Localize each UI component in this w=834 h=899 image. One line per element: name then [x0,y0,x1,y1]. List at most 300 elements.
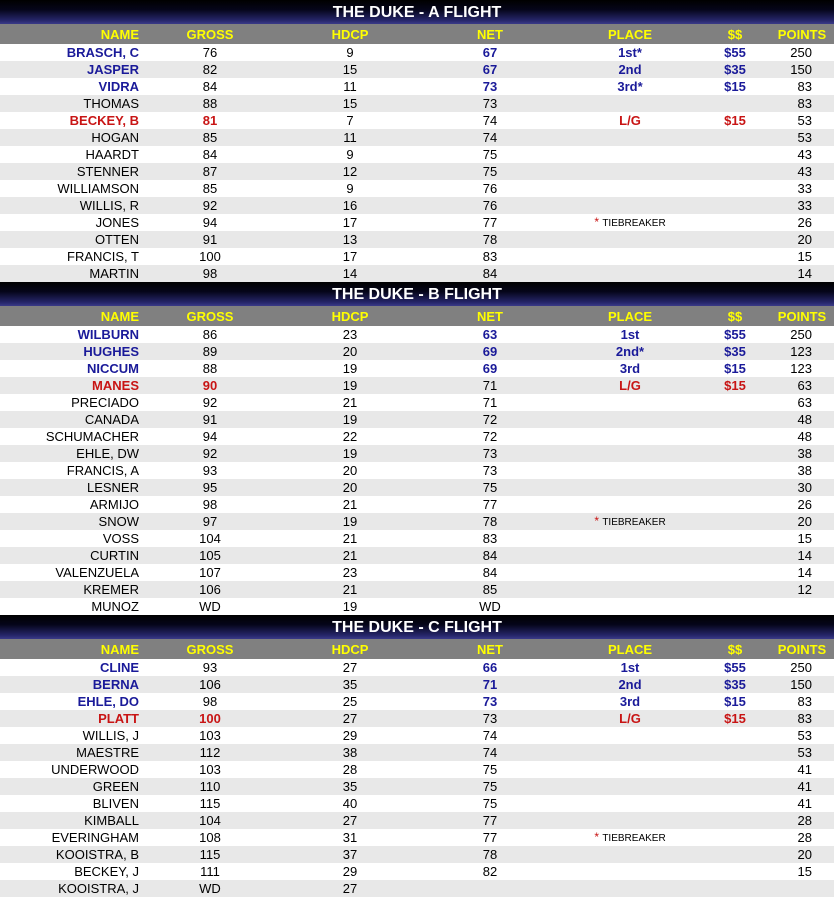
cell-net: 74 [482,745,498,760]
cell-net: 83 [482,249,498,264]
cell-name: KIMBALL [84,813,139,828]
cell-points: 250 [790,327,812,342]
cell-place [560,248,700,265]
cell-money [700,778,770,795]
cell-points [770,598,834,615]
cell-points: 33 [797,181,812,196]
cell-hdcp: 21 [342,582,358,597]
cell-net: 71 [482,677,498,692]
cell-net: 74 [482,113,498,128]
cell-net: 75 [482,779,498,794]
cell-hdcp: 27 [342,881,358,896]
cell-gross: 90 [202,378,218,393]
cell-gross: 76 [202,45,218,60]
cell-net: 74 [482,130,498,145]
table-row [0,829,834,846]
cell-name: FRANCIS, T [67,249,139,264]
table-row [0,795,834,812]
cell-place [560,744,700,761]
cell-gross: 111 [200,864,220,879]
cell-net: 77 [482,830,498,845]
cell-points: 83 [797,694,812,709]
cell-points: 26 [797,215,812,230]
cell-hdcp: 29 [342,864,358,879]
cell-money: $15 [724,79,746,94]
cell-points: 83 [797,711,812,726]
cell-net [420,880,560,897]
cell-points: 123 [790,344,812,359]
tiebreaker-note: TIEBREAKER [602,218,666,229]
table-row [0,360,834,377]
cell-place [560,95,700,112]
cell-gross: 104 [199,531,221,546]
cell-hdcp: 40 [342,796,358,811]
cell-place [560,598,700,615]
cell-name: WILLIS, J [82,728,139,743]
cell-gross: 84 [202,79,218,94]
table-row [0,513,834,530]
table-row [0,248,834,265]
cell-net: 75 [482,480,498,495]
column-header-net: NET [477,642,503,657]
cell-place [560,479,700,496]
cell-net: 73 [482,694,498,709]
cell-money [700,214,770,232]
table-row [0,411,834,428]
cell-place [560,462,700,479]
cell-gross: 86 [202,327,218,342]
cell-place [560,880,700,897]
cell-money: $55 [724,327,746,342]
table-row [0,761,834,778]
cell-place [560,445,700,462]
cell-name: PRECIADO [71,395,139,410]
cell-points: 43 [797,147,812,162]
cell-place: L/G [619,378,641,393]
cell-points: 53 [797,728,812,743]
cell-points: 150 [790,62,812,77]
cell-hdcp: 19 [342,599,358,614]
cell-gross: 115 [199,796,221,811]
cell-hdcp: 9 [346,181,354,196]
table-row [0,727,834,744]
cell-place: 1st* [618,45,642,60]
column-header-money: $$ [727,309,743,324]
flight-title: THE DUKE - C FLIGHT [0,615,834,639]
cell-money: $15 [724,711,746,726]
cell-money [700,445,770,462]
cell-place: 2nd [618,677,642,692]
cell-money [700,163,770,180]
cell-gross: 87 [202,164,218,179]
column-header-net: NET [477,27,503,42]
cell-hdcp: 31 [342,830,358,845]
table-row [0,581,834,598]
cell-gross: 100 [199,249,221,264]
cell-net: 73 [482,463,498,478]
cell-name: JONES [95,215,139,230]
cell-gross: 107 [199,565,221,580]
cell-place [560,197,700,214]
cell-net: 76 [482,198,498,213]
column-header-net: NET [477,309,503,324]
cell-net: 72 [482,429,498,444]
column-header-place: PLACE [607,642,653,657]
flight-section [0,282,834,615]
cell-money [700,129,770,146]
cell-money [700,812,770,829]
cell-place [560,146,700,163]
cell-points: 20 [797,232,812,247]
cell-name: WILLIS, R [79,198,139,213]
cell-name: WILLIAMSON [57,181,139,196]
cell-gross: 81 [202,113,218,128]
table-row [0,863,834,880]
cell-gross: 104 [199,813,221,828]
table-row [0,78,834,95]
cell-name: BECKEY, J [74,864,139,879]
cell-net: 63 [482,327,498,342]
column-header-row [0,24,834,44]
cell-name: OTTEN [94,232,139,247]
cell-name: CLINE [100,660,139,675]
column-header-gross: GROSS [186,309,234,324]
cell-hdcp: 20 [342,463,358,478]
cell-hdcp: 25 [342,694,358,709]
table-row [0,530,834,547]
flight-section [0,0,834,282]
results-table [0,326,834,615]
cell-points: 63 [797,378,812,393]
cell-name: MAESTRE [76,745,139,760]
cell-name: CURTIN [90,548,139,563]
cell-hdcp: 21 [342,548,358,563]
cell-money [700,581,770,598]
cell-gross: 108 [199,830,221,845]
cell-money [700,479,770,496]
table-row [0,394,834,411]
cell-money: $15 [724,113,746,128]
cell-gross: 94 [202,215,218,230]
cell-points: 38 [797,463,812,478]
cell-place [560,163,700,180]
cell-net: 74 [482,728,498,743]
cell-gross: 115 [199,847,221,862]
cell-net: 76 [482,181,498,196]
cell-place: 2nd* [615,344,645,359]
cell-place: L/G [619,711,641,726]
cell-place [560,564,700,581]
cell-points: 53 [797,130,812,145]
table-row [0,214,834,231]
cell-net: 73 [482,446,498,461]
cell-net: 84 [482,565,498,580]
cell-hdcp: 23 [342,327,358,342]
cell-money: $15 [724,361,746,376]
cell-place [560,812,700,829]
cell-points: 41 [797,796,812,811]
cell-net: 73 [482,711,498,726]
cell-money [700,598,770,615]
table-row [0,265,834,282]
table-row [0,146,834,163]
cell-points: 41 [797,762,812,777]
cell-net: 72 [482,412,498,427]
flight-title: THE DUKE - B FLIGHT [0,282,834,306]
table-row [0,462,834,479]
cell-name: EHLE, DW [76,446,139,461]
cell-place: 1st [620,327,640,342]
table-row [0,377,834,394]
cell-money [700,829,770,847]
cell-points: 26 [797,497,812,512]
cell-name: PLATT [98,711,139,726]
cell-hdcp: 17 [342,249,358,264]
cell-place [560,829,700,847]
cell-name: EHLE, DO [77,694,139,709]
cell-points: 250 [790,45,812,60]
table-row [0,564,834,581]
cell-hdcp: 7 [346,113,354,128]
cell-place [560,496,700,513]
column-header-name: NAME [100,642,139,657]
cell-hdcp: 20 [342,480,358,495]
cell-gross: 98 [202,694,218,709]
cell-money: $55 [724,660,746,675]
table-row [0,343,834,360]
cell-money [700,231,770,248]
cell-gross: 105 [199,548,221,563]
cell-money [700,265,770,282]
cell-place [560,581,700,598]
cell-points: 38 [797,446,812,461]
column-header-hdcp: HDCP [331,642,369,657]
cell-net: 78 [482,232,498,247]
table-row [0,880,834,897]
cell-money [700,530,770,547]
cell-money [700,146,770,163]
cell-net: 73 [482,96,498,111]
results-table [0,659,834,897]
cell-hdcp: 11 [343,79,357,94]
cell-place: 3rd [619,694,641,709]
table-row [0,231,834,248]
cell-money [700,496,770,513]
cell-points: 14 [797,548,812,563]
cell-gross: 103 [199,762,221,777]
cell-gross: 94 [202,429,218,444]
cell-gross: 103 [199,728,221,743]
cell-place [560,394,700,411]
cell-points: 150 [790,677,812,692]
table-row [0,61,834,78]
cell-net: 82 [482,864,498,879]
table-row [0,326,834,343]
cell-name: BRASCH, C [66,45,139,60]
cell-gross: 92 [202,446,218,461]
cell-gross: 106 [199,677,221,692]
cell-net: 84 [482,266,498,281]
cell-name: BLIVEN [92,796,139,811]
cell-money: $15 [724,694,746,709]
cell-money: $35 [724,344,746,359]
cell-gross: 93 [202,660,218,675]
cell-hdcp: 27 [342,660,358,675]
cell-name: HAARDT [85,147,139,162]
cell-place [560,846,700,863]
cell-points: 28 [797,830,812,845]
cell-net: 77 [482,813,498,828]
table-row [0,95,834,112]
table-row [0,744,834,761]
column-header-gross: GROSS [186,27,234,42]
cell-net: 83 [482,531,498,546]
cell-money [700,95,770,112]
cell-gross: 98 [202,497,218,512]
cell-place [560,761,700,778]
cell-hdcp: 27 [342,711,358,726]
cell-hdcp: 12 [342,164,358,179]
cell-hdcp: 16 [342,198,358,213]
table-row [0,812,834,829]
cell-place: 3rd [619,361,641,376]
cell-points: 15 [797,864,812,879]
cell-hdcp: 23 [342,565,358,580]
cell-net: 85 [482,582,498,597]
cell-hdcp: 35 [342,677,358,692]
cell-place [560,513,700,531]
table-row [0,710,834,727]
cell-net: 77 [482,215,498,230]
cell-points: 30 [797,480,812,495]
column-header-points: POINTS [777,642,827,657]
results-table [0,44,834,282]
cell-points: 48 [797,429,812,444]
cell-hdcp: 27 [342,813,358,828]
cell-hdcp: 19 [342,378,358,393]
cell-points: 28 [797,813,812,828]
cell-money [700,428,770,445]
table-row [0,846,834,863]
cell-gross: 98 [202,266,218,281]
tiebreaker-note: TIEBREAKER [602,833,666,844]
cell-money [700,411,770,428]
cell-points: 14 [797,565,812,580]
cell-name: EVERINGHAM [51,830,139,845]
cell-hdcp: 11 [343,130,357,145]
cell-hdcp: 15 [342,96,358,111]
table-row [0,129,834,146]
table-row [0,112,834,129]
cell-place [560,727,700,744]
cell-gross: WD [199,599,221,614]
cell-net: 78 [482,847,498,862]
cell-hdcp: 37 [342,847,358,862]
cell-hdcp: 22 [342,429,358,444]
cell-money [700,846,770,863]
table-row [0,659,834,676]
cell-place [560,428,700,445]
cell-money [700,744,770,761]
flight-section [0,615,834,897]
table-row [0,547,834,564]
cell-gross: 92 [202,395,218,410]
cell-points: 83 [797,79,812,94]
table-row [0,496,834,513]
cell-name: SNOW [98,514,139,529]
cell-hdcp: 21 [342,497,358,512]
cell-name: BECKEY, B [69,113,139,128]
cell-money [700,248,770,265]
table-row [0,44,834,61]
cell-gross: 100 [199,711,221,726]
cell-net: WD [479,599,501,614]
cell-gross: 93 [202,463,218,478]
cell-points: 20 [797,847,812,862]
cell-net: 66 [482,660,498,675]
column-header-money: $$ [727,642,743,657]
cell-money: $15 [724,378,746,393]
cell-hdcp: 19 [342,412,358,427]
column-header-name: NAME [100,309,139,324]
column-header-place: PLACE [607,27,653,42]
column-header-hdcp: HDCP [331,309,369,324]
table-row [0,778,834,795]
cell-gross: 89 [202,344,218,359]
cell-name: KOOISTRA, J [58,881,139,896]
column-header-gross: GROSS [186,642,234,657]
cell-name: SCHUMACHER [45,429,139,444]
cell-place [560,265,700,282]
cell-money [700,180,770,197]
cell-points: 20 [797,514,812,529]
cell-name: HUGHES [83,344,139,359]
cell-name: HOGAN [91,130,139,145]
column-header-points: POINTS [777,27,827,42]
cell-hdcp: 14 [342,266,358,281]
cell-money [700,513,770,531]
cell-place [560,411,700,428]
cell-name: WILBURN [77,327,139,342]
cell-hdcp: 21 [342,531,358,546]
cell-gross: 91 [202,412,218,427]
cell-place [560,214,700,232]
cell-place [560,778,700,795]
cell-place: 1st [620,660,640,675]
cell-gross: 112 [199,745,221,760]
cell-money [700,761,770,778]
table-row [0,693,834,710]
tiebreaker-note: TIEBREAKER [602,517,666,528]
cell-net: 73 [482,79,498,94]
cell-hdcp: 38 [342,745,358,760]
cell-gross: WD [199,881,221,896]
cell-gross: 97 [202,514,218,529]
cell-money [700,394,770,411]
cell-money [700,880,770,897]
table-row [0,163,834,180]
cell-gross: 84 [202,147,218,162]
cell-name: UNDERWOOD [51,762,139,777]
column-header-row [0,306,834,326]
asterisk-icon: * [594,215,603,229]
cell-gross: 92 [202,198,218,213]
cell-net: 69 [482,361,498,376]
table-row [0,598,834,615]
cell-points: 53 [797,745,812,760]
cell-name: MANES [92,378,139,393]
cell-points: 123 [790,361,812,376]
